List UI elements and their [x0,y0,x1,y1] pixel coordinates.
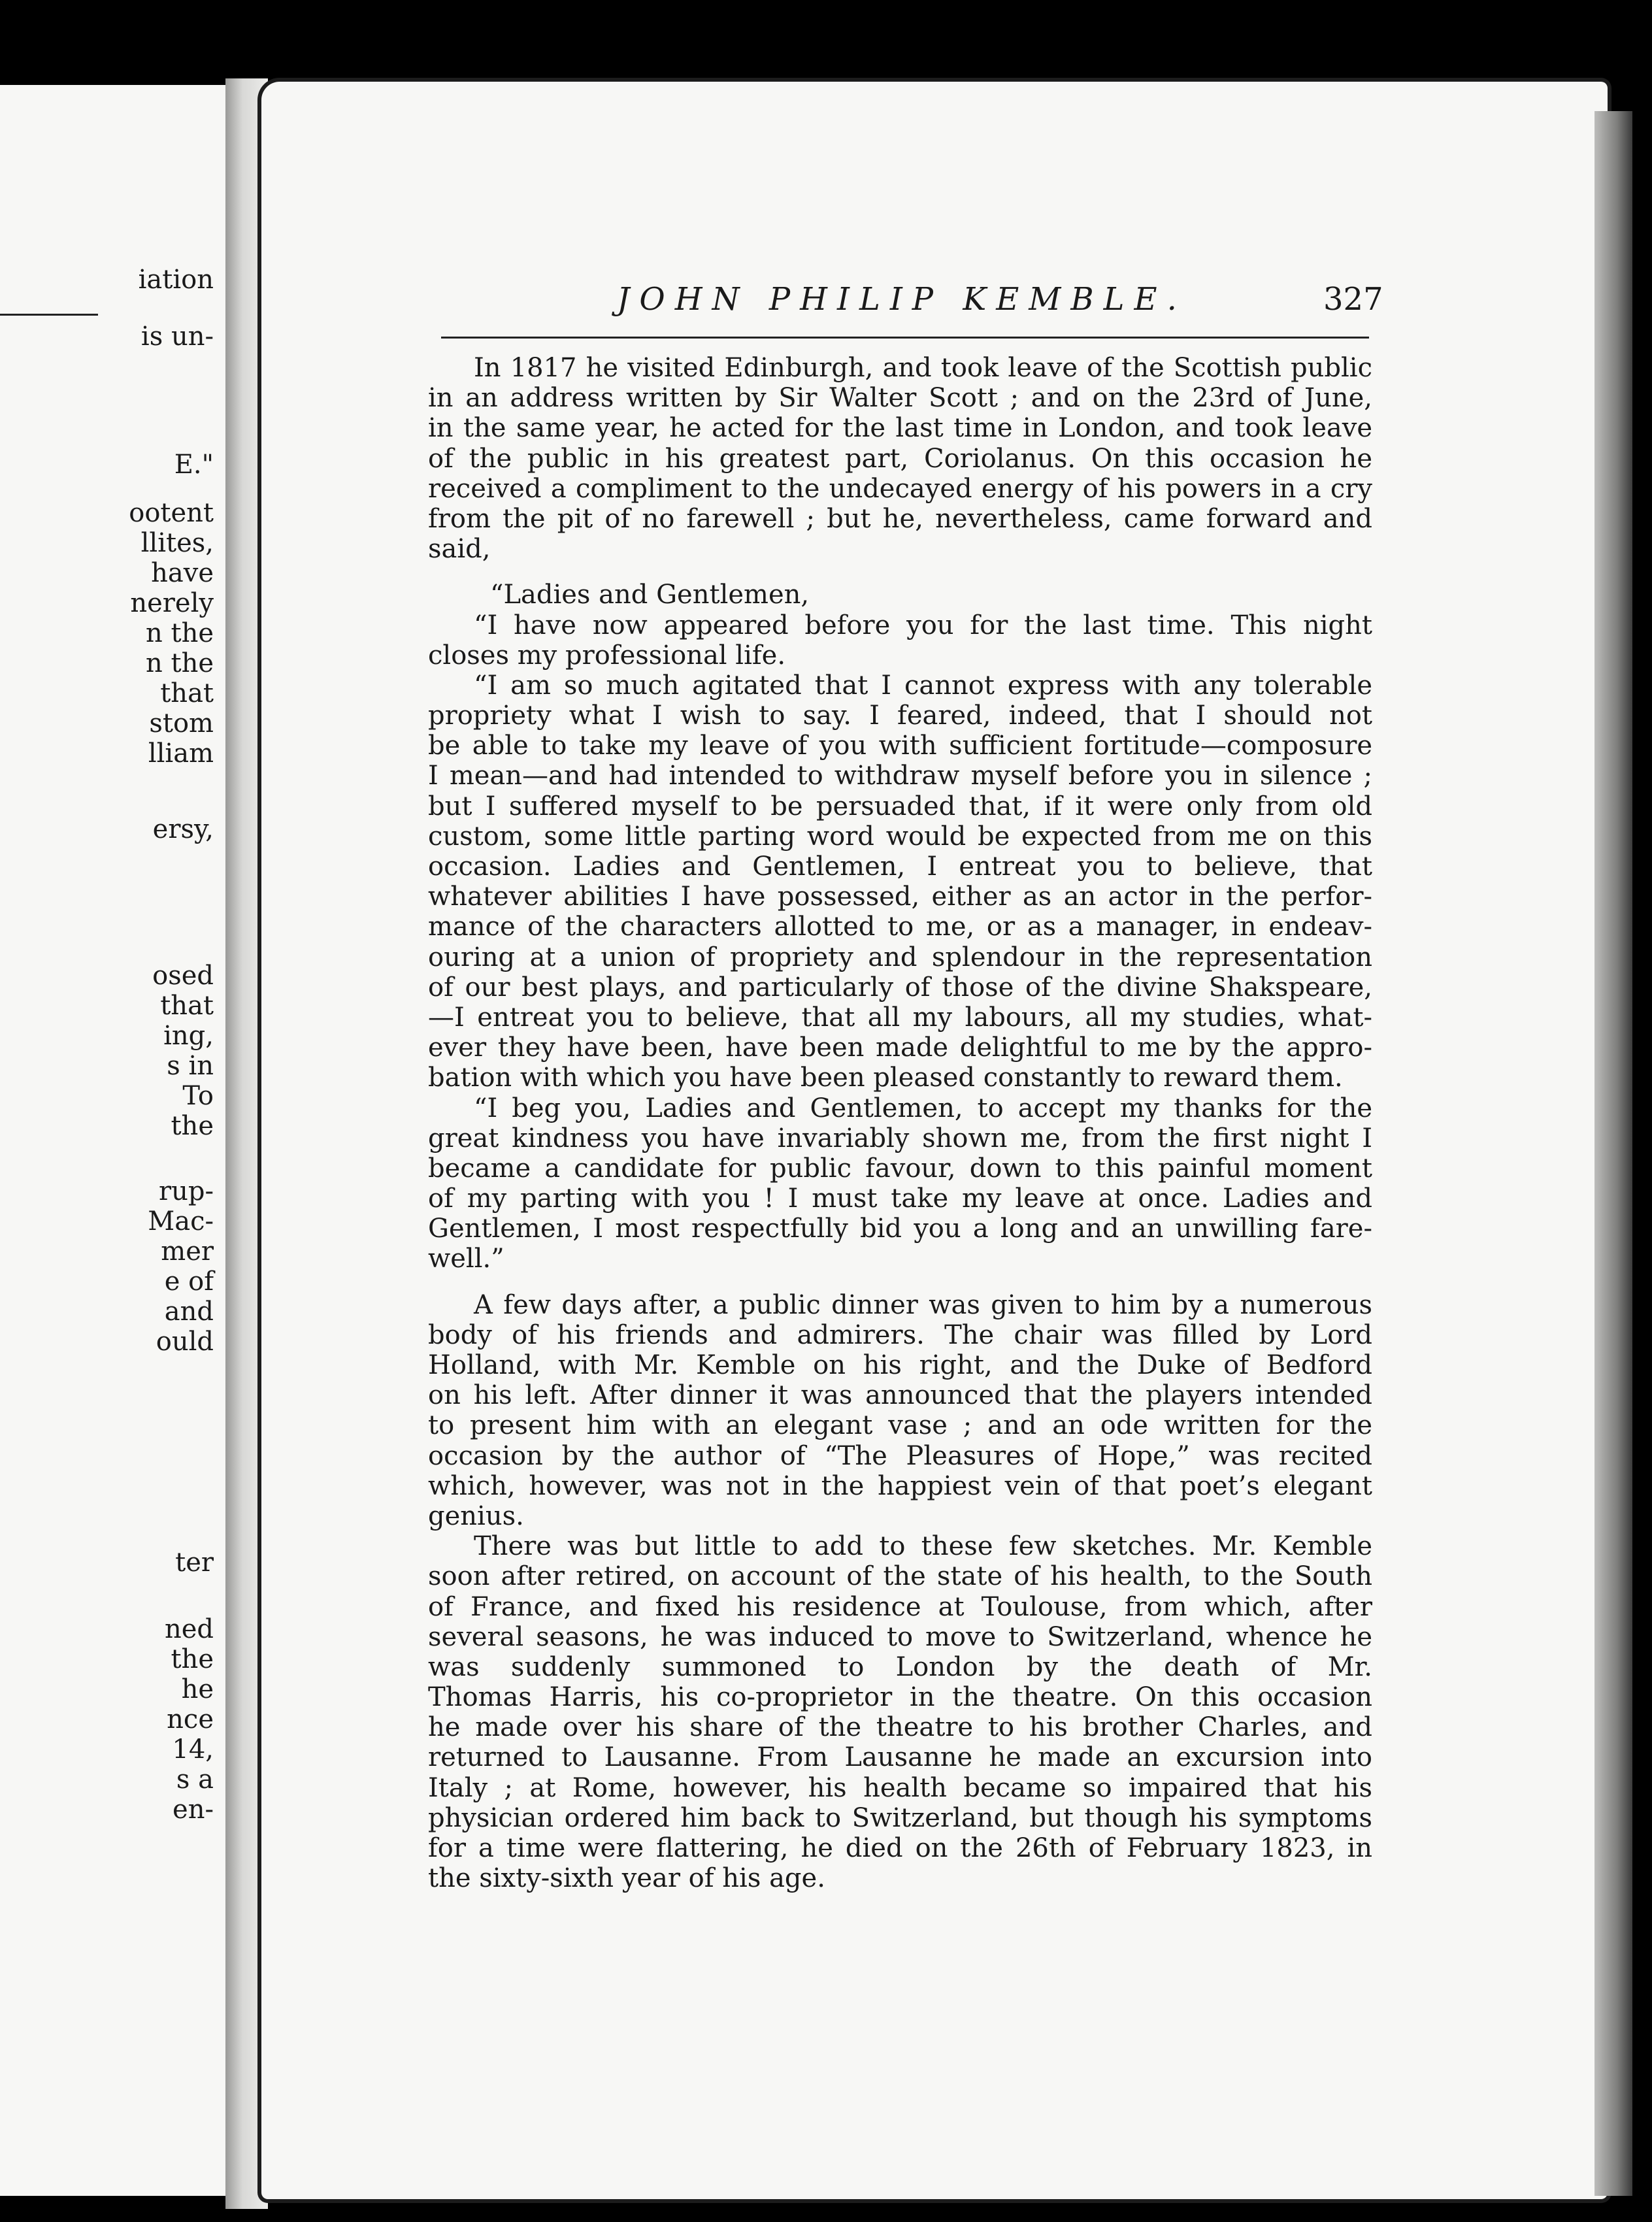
text-line: “I have now appeared before you for the last time. This night [474,610,1372,640]
text-line: of the public in his greatest part, Coriolanus. On this occasion he [428,443,1372,474]
previous-page-text-fragment: the [171,1644,214,1674]
text-line: ouring at a union of propriety and splendour in the representation [428,942,1372,972]
text-line: There was but little to add to these few sketches. Mr. Kemble [474,1531,1372,1562]
text-line: became a candidate for public favour, down to this painful moment [428,1153,1372,1184]
text-line: whatever abilities I have possessed, either as an actor in the perfor- [428,882,1372,912]
previous-page-text-fragment: ing, [163,1021,214,1051]
previous-page-text-fragment: e of [164,1267,214,1297]
text-line: in the same year, he acted for the last time in London, and took leave [428,413,1372,444]
text-line: several seasons, he was induced to move to Switzerland, whence he [428,1621,1372,1652]
text-line: to present him with an elegant vase ; and an ode written for the [428,1410,1372,1441]
previous-page-text-fragment: mer [161,1236,214,1267]
text-line: “I beg you, Ladies and Gentlemen, to accept my thanks for the [474,1093,1372,1123]
text-line: received a compliment to the undecayed energy of his powers in a cry [428,473,1372,504]
text-line: of France, and fixed his residence at Toulouse, from which, after [428,1591,1372,1622]
text-line: occasion by the author of “The Pleasures of Hope,” was recited [428,1440,1372,1471]
previous-page-text-fragment: en- [173,1795,214,1825]
paragraph-2 [428,1290,1372,1532]
text-line: —I entreat you to believe, that all my labours, all my studies, what- [428,1002,1372,1033]
previous-page-text-fragment: n the [146,618,214,648]
text-line: A few days after, a public dinner was given to him by a numerous [474,1289,1372,1320]
paragraph-1 [428,353,1372,564]
text-line: Thomas Harris, his co-proprietor in the theatre. On this occasion [428,1682,1372,1713]
previous-page-text-fragment: that [160,991,214,1021]
previous-page-fragment [0,85,225,2196]
text-line: ever they have been, have been made delightful to me by the appro- [428,1033,1372,1063]
text-line: Italy ; at Rome, however, his health became so impaired that his [428,1772,1372,1803]
text-line: occasion. Ladies and Gentlemen, I entreat you to believe, that [428,852,1372,882]
text-line: physician ordered him back to Switzerland, but though his symptoms [428,1802,1372,1833]
previous-page-text-fragment: s in [167,1051,214,1081]
previous-page-text-fragment: 14, [172,1734,214,1765]
text-line: In 1817 he visited Edinburgh, and took leave of the Scottish public [474,353,1372,383]
previous-page-text-fragment: Mac- [148,1206,214,1236]
previous-page-text-fragment: nerely [130,588,214,618]
previous-page-text-fragment: he [181,1674,214,1704]
page-edge [1594,111,1632,2196]
text-line: well.” [428,1244,504,1274]
paragraph-3 [428,1531,1372,1893]
text-line: I mean—and had intended to withdraw myself before you in silence ; [428,761,1372,791]
text-line: body of his friends and admirers. The chair was filled by Lord [428,1319,1372,1350]
running-title: JOHN PHILIP KEMBLE. [617,281,1187,318]
text-line: which, however, was not in the happiest vein of that poet’s elegant [428,1470,1372,1501]
previous-page-text-fragment: iation [138,265,214,295]
text-line: on his left. After dinner it was announced that the players intended [428,1380,1372,1411]
text-line: but I suffered myself to be persuaded that, if it were only from old [428,791,1372,821]
text-line: custom, some little parting word would be expected from me on this [428,821,1372,852]
text-line: in an address written by Sir Walter Scott ; and on the 23rd of June, [428,383,1372,414]
previous-page-text-fragment: the [171,1111,214,1141]
speech-salutation: “Ladies and Gentlemen, [490,580,810,610]
previous-page-text-fragment: ould [156,1327,214,1357]
text-line: of my parting with you ! I must take my leave at once. Ladies and [428,1184,1372,1214]
previous-page-text-fragment: rup- [158,1176,214,1206]
text-line: returned to Lausanne. From Lausanne he made an excursion into [428,1742,1372,1773]
previous-page-text-fragment: E." [174,450,214,480]
text-line: was suddenly summoned to London by the death of Mr. [428,1651,1372,1682]
text-line: bation with which you have been pleased constantly to reward them. [428,1063,1343,1093]
body-text [428,353,1372,1893]
farewell-speech [428,580,1372,1274]
previous-page-text-fragment: stom [149,708,214,738]
text-line: “I am so much agitated that I cannot express with any tolerable [474,670,1372,701]
previous-page-text-fragment: n the [146,648,214,678]
text-line: said, [428,534,491,565]
previous-page-text-fragment: lliam [148,738,214,769]
previous-page-text-fragment: ter [175,1548,214,1578]
previous-page-text-fragment: llites, [140,528,214,558]
previous-page-text-fragment: s a [176,1765,214,1795]
text-line: for a time were flattering, he died on the 26th of February 1823, in [428,1833,1372,1863]
text-line: soon after retired, on account of the state of his health, to the South [428,1561,1372,1592]
previous-page-text-fragment: ned [164,1614,214,1644]
text-line: genius. [428,1501,524,1531]
previous-page-text-fragment: is un- [140,322,214,352]
text-line: the sixty-sixth year of his age. [428,1863,825,1894]
previous-page-text-fragment: ersy, [152,814,214,844]
text-line: he made over his share of the theatre to his brother Charles, and [428,1712,1372,1743]
text-line: mance of the characters allotted to me, or as a manager, in endeav- [428,912,1372,942]
text-line: Holland, with Mr. Kemble on his right, and the Duke of Bedford [428,1350,1372,1380]
text-line: closes my professional life. [428,640,786,671]
previous-page-text-fragment: To [182,1081,214,1111]
text-line: propriety what I wish to say. I feared, indeed, that I should not [428,701,1372,731]
previous-page-text-fragment: and [164,1297,214,1327]
previous-page-text-fragment: osed [152,961,214,991]
previous-page-text-fragment: ootent [129,498,214,528]
previous-page-text-fragment: that [160,678,214,708]
text-line: of our best plays, and particularly of those of the divine Shakspeare, [428,972,1372,1003]
header-rule [441,337,1369,339]
previous-page-text-fragment: have [151,558,214,588]
page-number: 327 [1323,281,1383,318]
text-line: be able to take my leave of you with sufficient fortitude—composure [428,731,1372,761]
previous-page-text-fragment: nce [167,1704,214,1734]
text-line: Gentlemen, I most respectfully bid you a long and an unwilling fare- [428,1214,1372,1244]
text-line: great kindness you have invariably shown me, from the first night I [428,1123,1372,1153]
previous-page-head-rule [0,314,98,316]
text-line: from the pit of no farewell ; but he, nevertheless, came forward and [428,503,1372,534]
